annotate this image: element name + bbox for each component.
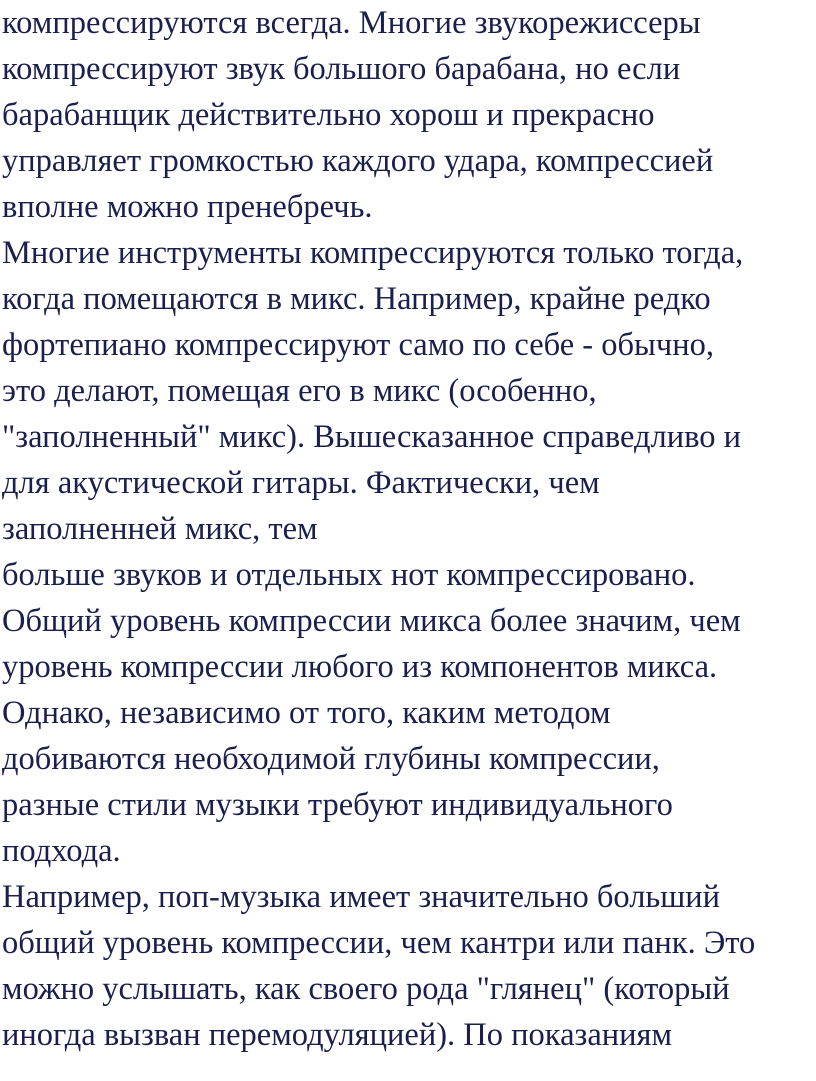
text-line: можно услышать, как своего рода "глянец" (который bbox=[2, 971, 730, 1007]
text-line: компрессируют звук большого барабана, но если bbox=[2, 51, 681, 87]
text-line: компрессируются всегда. Многие звукорежиссеры bbox=[2, 5, 701, 41]
text-line: иногда вызван перемодуляцией). По показаниям bbox=[2, 1017, 673, 1053]
text-line: больше звуков и отдельных нот компрессировано. bbox=[2, 557, 696, 593]
text-line: "заполненный" микс). Вышесказанное справедливо и bbox=[2, 419, 742, 455]
text-line: разные стили музыки требуют индивидуального bbox=[2, 787, 673, 823]
text-line: для акустической гитары. Фактически, чем bbox=[2, 465, 600, 501]
text-line: Общий уровень компрессии микса более значим, чем bbox=[2, 603, 741, 639]
text-line: это делают, помещая его в микс (особенно, bbox=[2, 373, 597, 409]
text-line: уровень компрессии любого из компонентов микса. bbox=[2, 649, 718, 685]
text-line: Например, поп-музыка имеет значительно больший bbox=[2, 879, 721, 915]
text-line: барабанщик действительно хорош и прекрасно bbox=[2, 97, 655, 133]
text-line: заполненней микс, тем bbox=[2, 511, 318, 547]
text-line: подхода. bbox=[2, 833, 121, 869]
text-line: Однако, независимо от того, каким методом bbox=[2, 695, 611, 731]
text-line: общий уровень компрессии, чем кантри или панк. Это bbox=[2, 925, 756, 961]
text-line: управляет громкостью каждого удара, компрессией bbox=[2, 143, 714, 179]
text-line: добиваются необходимой глубины компрессии, bbox=[2, 741, 660, 777]
text-line: фортепиано компрессируют само по себе - обычно, bbox=[2, 327, 714, 363]
text-line: Многие инструменты компрессируются только тогда, bbox=[2, 235, 744, 271]
text-line: когда помещаются в микс. Например, крайне редко bbox=[2, 281, 711, 317]
text-line: вполне можно пренебречь. bbox=[2, 189, 373, 225]
